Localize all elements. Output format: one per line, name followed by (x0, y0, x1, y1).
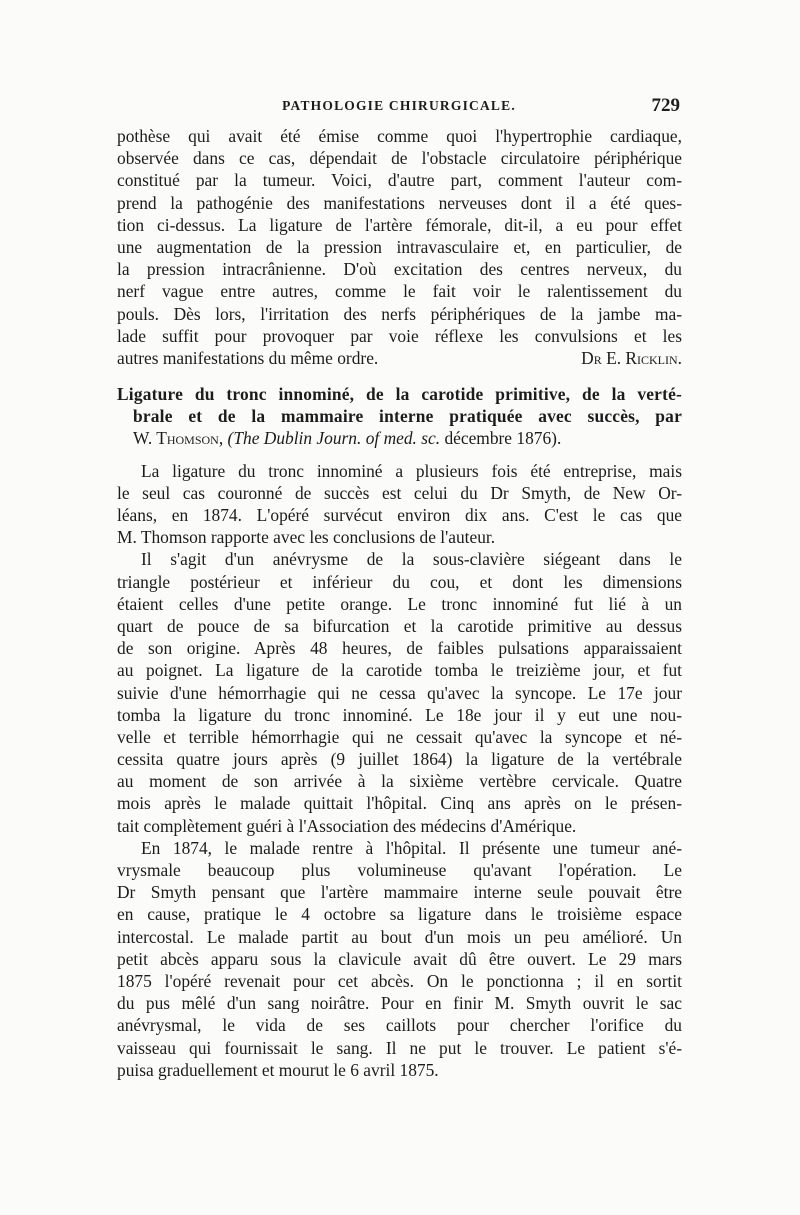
text-line: nerf vague entre autres, comme le fait voir le ralentissement du (117, 281, 682, 302)
text-line: vrysmale beaucoup plus volumineuse qu'avant l'opération. Le (117, 860, 682, 880)
paragraph-continued (117, 125, 682, 369)
text-line: une augmentation de la pression intravasculaire et, en particulier, de (117, 236, 682, 257)
text-line: puisa graduellement et mourut le 6 avril 1875. (117, 1059, 439, 1080)
text-line: anévrysmal, le vida de ses caillots pour chercher l'orifice du (117, 1015, 682, 1036)
text-line: velle et terrible hémorrhagie qui ne cessait qu'avec la syncope et né- (117, 726, 682, 747)
author-signature: Dr E. Ricklin. (581, 347, 682, 368)
heading-author: W. Thomson, (133, 428, 224, 449)
paragraph (117, 837, 682, 1081)
text-line: 1875 l'opéré revenait pour cet abcès. On le ponctionna ; il en sortit (117, 970, 682, 991)
text-line: constitué par la tumeur. Voici, d'autre part, comment l'auteur com- (117, 170, 682, 191)
text-line: au poignet. La ligature de la carotide tomba le treizième jour, et fut (117, 660, 682, 681)
heading-journal: (The Dublin Journ. of med. sc. (227, 428, 441, 449)
text-line: étaient celles d'une petite orange. Le tronc innominé fut lié à un (117, 593, 682, 614)
running-head-title: PATHOLOGIE CHIRURGICALE. (282, 98, 516, 113)
paragraph (117, 548, 682, 836)
text-line: cessita quatre jours après (9 juillet 1864) la ligature de la vertébrale (117, 749, 682, 770)
text-line: Il s'agit d'un anévrysme de la sous-clavière siégeant dans le (141, 549, 682, 570)
text-line: vaisseau qui fournissait le sang. Il ne put le trouver. Le patient s'é- (117, 1037, 682, 1058)
text-line: la pression intracrânienne. D'où excitation des centres nerveux, du (117, 259, 682, 280)
heading-citation (117, 427, 682, 449)
text-line (117, 347, 682, 369)
text-line: intercostal. Le malade partit au bout d'un mois un peu amélioré. Un (117, 926, 682, 947)
text-line: M. Thomson rapporte avec les conclusions de l'auteur. (117, 527, 496, 548)
heading-line: brale et de la mammaire interne pratiquée avec succès, par (133, 406, 682, 427)
text-line: en cause, pratique le 4 octobre sa ligature dans le troisième espace (117, 904, 682, 925)
text-line: triangle postérieur et inférieur du cou, et dont les dimensions (117, 571, 682, 592)
text-line: quart de pouce de sa bifurcation et la carotide primitive au dessus (117, 615, 682, 636)
text-line: suivie d'une hémorrhagie qui ne cessa qu'avec la syncope. Le 17e jour (117, 682, 682, 703)
article-heading (117, 383, 682, 450)
text-line: tomba la ligature du tronc innominé. Le 18e jour il y eut une nou- (117, 704, 682, 725)
text-line: le seul cas couronné de succès est celui du Dr Smyth, de New Or- (117, 482, 682, 503)
text-line: tait complètement guéri à l'Association des médecins d'Amérique. (117, 815, 577, 836)
text-line: pothèse qui avait été émise comme quoi l'hypertrophie cardiaque, (117, 126, 682, 146)
text-line: petit abcès apparu sous la clavicule avait dû être ouvert. Le 29 mars (117, 948, 682, 969)
text-line: pouls. Dès lors, l'irritation des nerfs périphériques de la jambe ma- (117, 303, 682, 324)
text-line: du pus mêlé d'un sang noirâtre. Pour en finir M. Smyth ouvrit le sac (117, 993, 682, 1014)
text-line: La ligature du tronc innominé a plusieurs fois été entreprise, mais (141, 460, 682, 481)
text-line: prend la pathogénie des manifestations nerveuses dont il a été ques- (117, 192, 682, 213)
text-line: de son origine. Après 48 heures, de faibles pulsations apparaissaient (117, 638, 682, 659)
page-number: 729 (651, 95, 680, 116)
text-line: mois après le malade quittait l'hôpital. Cinq ans après on le présen- (117, 793, 682, 814)
heading-date: décembre 1876). (444, 428, 562, 449)
text-line: En 1874, le malade rentre à l'hôpital. Il présente une tumeur ané- (141, 837, 682, 858)
text-line: lade suffit pour provoquer par voie réflexe les convulsions et les (117, 325, 682, 346)
text-line-end: autres manifestations du même ordre. (117, 347, 379, 368)
text-line: tion ci-dessus. La ligature de l'artère fémorale, dit-il, a eu pour effet (117, 214, 682, 235)
text-line: au moment de son arrivée à la sixième vertèbre cervicale. Quatre (117, 771, 682, 792)
text-line: observée dans ce cas, dépendait de l'obstacle circulatoire périphérique (117, 148, 682, 169)
running-head (118, 95, 680, 122)
body-text (117, 125, 682, 1081)
text-line: Dr Smyth pensant que l'artère mammaire interne seule pouvait être (117, 882, 682, 903)
text-line: léans, en 1874. L'opéré survécut environ dix ans. C'est le cas que (117, 505, 682, 525)
heading-line: Ligature du tronc innominé, de la carotide primitive, de la verté- (117, 384, 682, 405)
paragraph (117, 460, 682, 549)
